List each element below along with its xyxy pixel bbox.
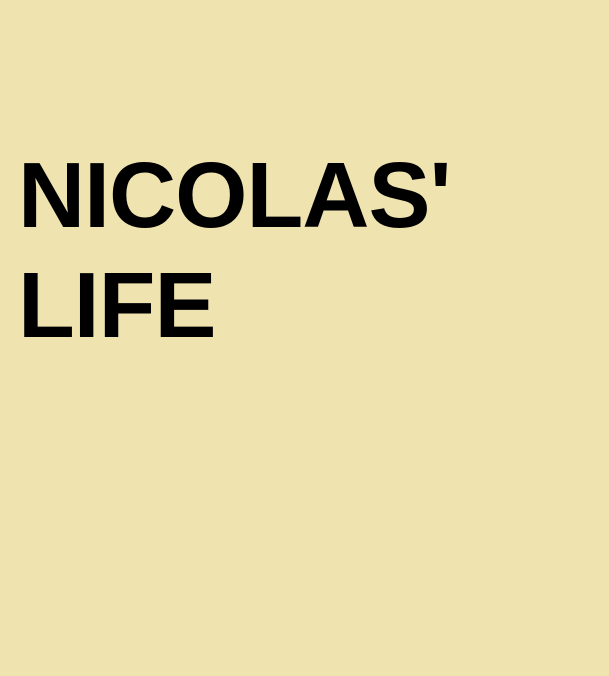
title-line-2: LIFE [18, 253, 216, 357]
page-title [18, 140, 451, 360]
title-line-1: NICOLAS' [18, 143, 451, 247]
